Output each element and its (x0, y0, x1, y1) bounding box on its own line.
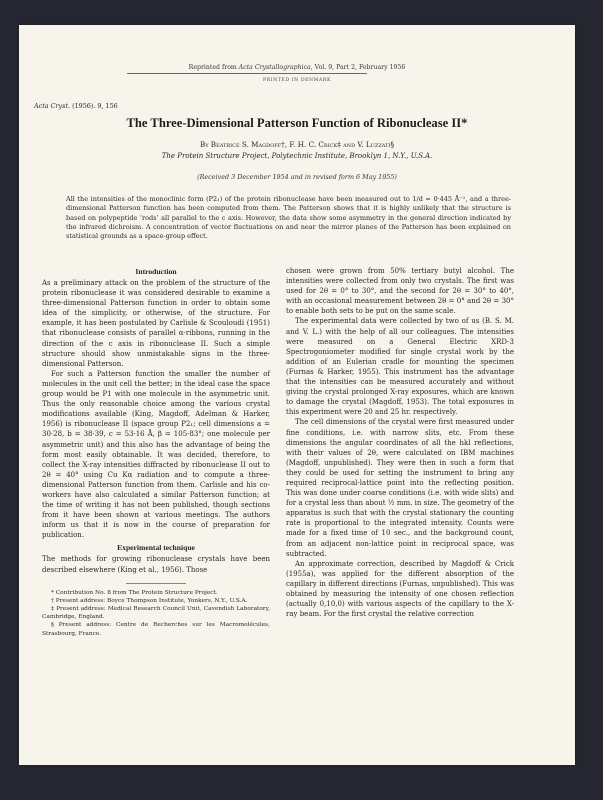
journal-citation: Acta Cryst. (1956). 9, 156 (34, 102, 118, 110)
printed-in-notice: PRINTED IN DENMARK (262, 78, 331, 83)
paragraph: For such a Patterson function the smaller the number of molecules in the unit cell the better; in the ideal case the space group would be P1 with one molecule in the asymmetric unit. Thus the only reasonable choice among the various crystal modifications available (King, Magdoff, Adelman & Harker, 1956) is ribonuclease II (space group P2₁; cell dimensions a = 30·28, b = 38·39, c = 53·16 Å, β = 105·83°; one molecule per asymmetric unit) and this also has the advantage of being the form most easily obtainable. It was decided, therefore, to collect the X-ray intensities diffracted by ribonuclease II out to 2θ = 40° using Cu Kα radiation and to compute a three-dimensional Patterson function from them. Carlisle and his co-workers have also calculated a similar Patterson function; at the time of writing it has not been published, though sections from it have been shown at various meetings. The authors inform us that it is now in the course of preparation for publication. (42, 369, 270, 540)
document-page (19, 25, 575, 765)
paragraph: The experimental data were collected by two of us (B. S. M. and V. L.) with the help of all our colleagues. The intensities were measured on a General Electric XRD-3 Spectrogoniometer modified for single crystal work by the addition of an Eulerian cradle for mounting the specimen (Furnas & Harker, 1955). This instrument has the advantage that the intensities can be measured accurately and without giving the crystal prolonged X-ray exposures, which are known to damage the crystal (Magdoff, 1953). The total exposures in this experiment were 20 and 25 hr. respectively. (286, 317, 514, 417)
paragraph: The methods for growing ribonuclease crystals have been described elsewhere (King et al., 1956). Those (42, 555, 270, 574)
received-date: (Received 3 December 1954 and in revised form 6 May 1955) (197, 173, 397, 181)
paragraph: As a preliminary attack on the problem of the structure of the protein ribonuclease it was considered desirable to examine a three-dimensional Patterson function in order to obtain some idea of the simplicity, or otherwise, of the structure. For example, it has been postulated by Carlisle & Scouloudi (1951) that ribonuclease consists of parallel α-ribbons, running in the direction of the c axis in ribonuclease II. Such a simple structure should show unmistakable signs in the three-dimensional Patterson. (42, 279, 270, 368)
right-column (286, 266, 514, 619)
section-heading-introduction: Introduction (135, 267, 177, 276)
footnote: ‡ Present address: Medical Research Council Unit, Cavendish Laboratory, Cambridge, England. (42, 606, 270, 621)
paragraph: An approximate correction, described by Magdoff & Crick (1955a), was applied for the different absorption of the capillary in different directions (Furnas, unpublished). This was obtained by measuring the intensity of one chosen reflection (actually 0,10,0) with various aspects of the capillary to the X-ray beam. For the first crystal the relative correction (286, 559, 514, 619)
paragraph: The cell dimensions of the crystal were first measured under fine conditions, i.e. with narrow slits, etc. From these dimensions the angular coordinates of all the hkl reflections, with their values of 2θ, were calculated on IBM machines (Magdoff, unpublished). They were then in such a form that they could be used for setting the instrument to bring any required reciprocal-lattice point into the reflecting position. This was done under coarse conditions (i.e. with wide slits) and for a crystal less than about ½ mm. in size. The geometry of the apparatus is such that with the crystal stationary the counting rate is proportional to the integrated intensity. Counts were made for a fixed time of 10 sec., and the background count, from an adjacent non-lattice point in reciprocal space, was subtracted. (286, 418, 514, 558)
section-heading-experimental: Experimental technique (117, 543, 195, 553)
footnotes (42, 589, 270, 638)
footnote: † Present address: Boyce Thompson Institute, Yonkers, N.Y., U.S.A. (51, 597, 248, 604)
header-rule (127, 73, 367, 74)
paper-title: The Three-Dimensional Patterson Function of Ribonuclease II* (126, 116, 468, 130)
author-list: By Beatrice S. Magdoff†, F. H. C. Crick‡ and V. Luzzati§ (199, 140, 395, 149)
footnote: § Present address: Centre de Recherches sur les Macromolécules, Strasbourg, France. (42, 622, 270, 637)
footnote-rule (126, 583, 186, 584)
abstract: All the intensities of the monoclinic form (P2₁) of the protein ribonuclease have been measured out to 1/d = 0·445 Å⁻¹, and a three-dimensional Patterson function has been computed from them. The Patterson shows that it is highly unlikely that the structure is based on polypeptide ‘rods’ all parallel to the c axis. However, the data show some asymmetry in the general direction indicated by the infrared dichroism. A concentration of vector fluctuations on and near the mirror planes of the Patterson has been explained on statistical grounds as a space-group effect. (66, 195, 511, 241)
affiliation: The Protein Structure Project, Polytechnic Institute, Brooklyn 1, N.Y., U.S.A. (161, 152, 433, 160)
reprint-notice: Reprinted from Acta Crystallographica, Vol. 9, Part 2, February 1956 (188, 64, 406, 71)
footnote: * Contribution No. 8 from The Protein Structure Project. (51, 589, 218, 596)
left-column (42, 267, 270, 638)
paragraph: chosen were grown from 50% tertiary butyl alcohol. The intensities were collected from only two crystals. The first was used for 2θ = 0° to 30°, and the second for 2θ = 30° to 40°, with an occasional measurement between 2θ = 0° and 2θ = 30° to enable both sets to be put on the same scale. (286, 267, 514, 316)
